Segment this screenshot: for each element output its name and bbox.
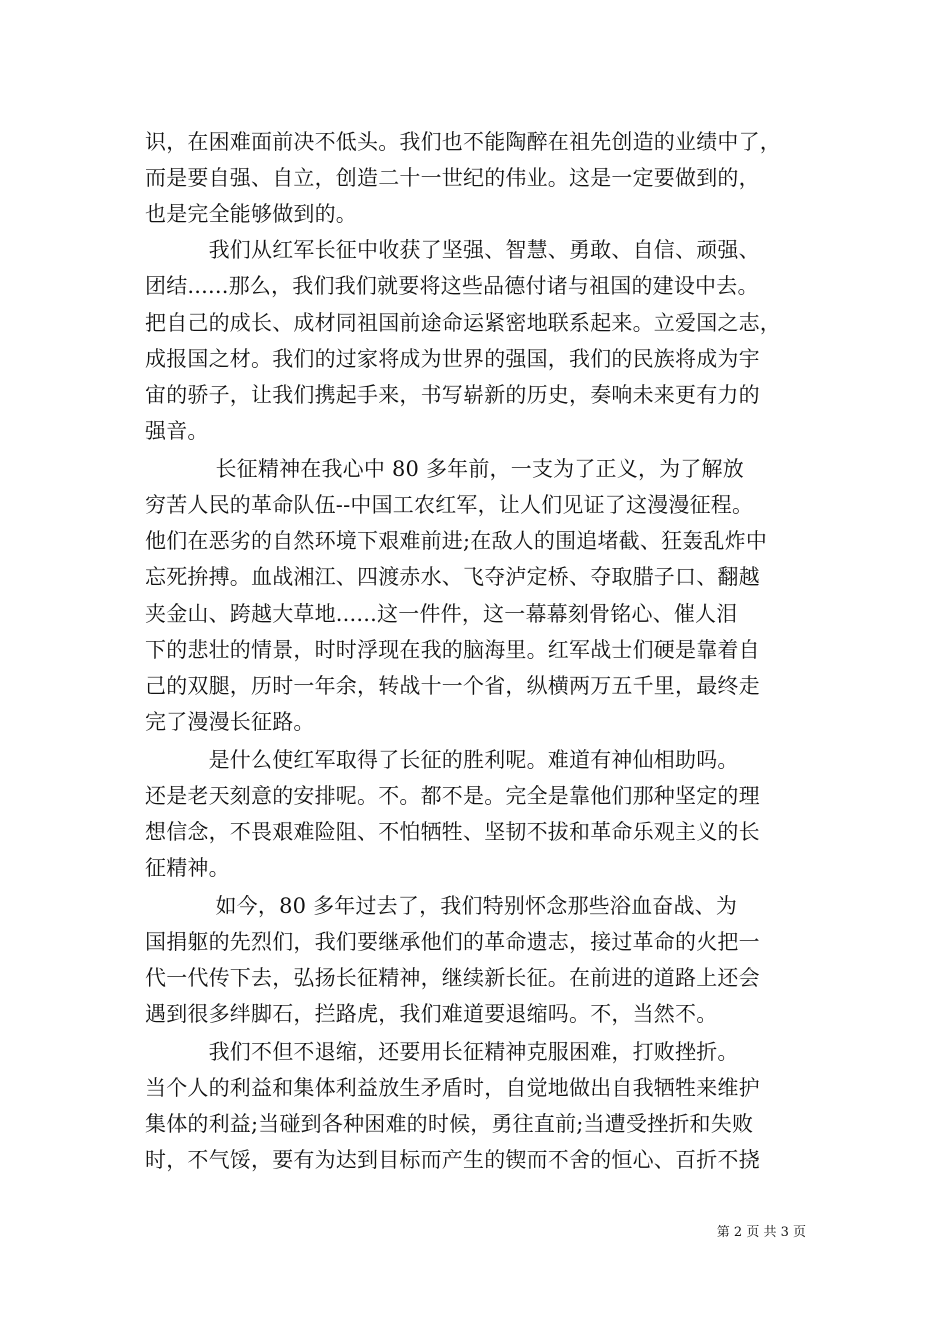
text-line: 代一代传下去，弘扬长征精神，继续新长征。在前进的道路上还会	[145, 966, 760, 990]
text-line: 想信念，不畏艰难险阻、不怕牺牲、坚韧不拔和革命乐观主义的长	[145, 820, 760, 844]
text-line: 征精神。	[145, 856, 230, 880]
text-line: 团结......那么，我们我们就要将这些品德付诸与祖国的建设中去。	[145, 274, 759, 298]
text-line: 把自己的成长、成材同祖国前途命运紧密地联系起来。立爱国之志，	[145, 311, 781, 335]
text-line: 完了漫漫长征路。	[145, 710, 315, 734]
text-line: 如今，80 多年过去了，我们特别怀念那些浴血奋战、为	[145, 894, 738, 918]
text-line: 长征精神在我心中 80 多年前，一支为了正义，为了解放	[145, 457, 744, 481]
text-line: 还是老天刻意的安排呢。不。都不是。完全是靠他们那种坚定的理	[145, 784, 760, 808]
text-line: 己的双腿，历时一年余，转战十一个省，纵横两万五千里，最终走	[145, 674, 760, 698]
text-line: 遇到很多绊脚石，拦路虎，我们难道要退缩吗。不，当然不。	[145, 1002, 718, 1026]
page-footer: 第 2 页 共 3 页	[716, 1225, 806, 1240]
text-line: 成报国之材。我们的过家将成为世界的强国，我们的民族将成为宇	[145, 347, 760, 371]
text-line: 强音。	[145, 419, 209, 443]
text-line: 我们不但不退缩，还要用长征精神克服困难，打败挫折。	[145, 1040, 739, 1064]
text-line: 当个人的利益和集体利益放生矛盾时，自觉地做出自我牺牲来维护	[145, 1076, 760, 1100]
text-line: 是什么使红军取得了长征的胜利呢。难道有神仙相助吗。	[145, 748, 739, 772]
text-line: 国捐躯的先烈们，我们要继承他们的革命遗志，接过革命的火把一	[145, 930, 760, 954]
text-line: 时，不气馁，要有为达到目标而产生的锲而不舍的恒心、百折不挠	[145, 1148, 760, 1172]
text-line: 他们在恶劣的自然环境下艰难前进;在敌人的围追堵截、狂轰乱炸中	[145, 529, 768, 553]
text-line: 识，在困难面前决不低头。我们也不能陶醉在祖先创造的业绩中了，	[145, 130, 781, 154]
text-line: 也是完全能够做到的。	[145, 202, 357, 226]
text-line: 宙的骄子，让我们携起手来，书写崭新的历史，奏响未来更有力的	[145, 383, 760, 407]
text-line: 集体的利益;当碰到各种困难的时候，勇往直前;当遭受挫折和失败	[145, 1112, 754, 1136]
text-line: 穷苦人民的革命队伍--中国工农红军，让人们见证了这漫漫征程。	[145, 493, 754, 517]
text-line: 夹金山、跨越大草地......这一件件，这一幕幕刻骨铭心、催人泪	[145, 602, 738, 626]
text-line: 我们从红军长征中收获了坚强、智慧、勇敢、自信、顽强、	[145, 238, 760, 262]
text-line: 下的悲壮的情景，时时浮现在我的脑海里。红军战士们硬是靠着自	[145, 638, 760, 662]
text-line: 而是要自强、自立，创造二十一世纪的伟业。这是一定要做到的，	[145, 166, 760, 190]
text-line: 忘死拚搏。血战湘江、四渡赤水、飞夺泸定桥、夺取腊子口、翻越	[145, 565, 760, 589]
